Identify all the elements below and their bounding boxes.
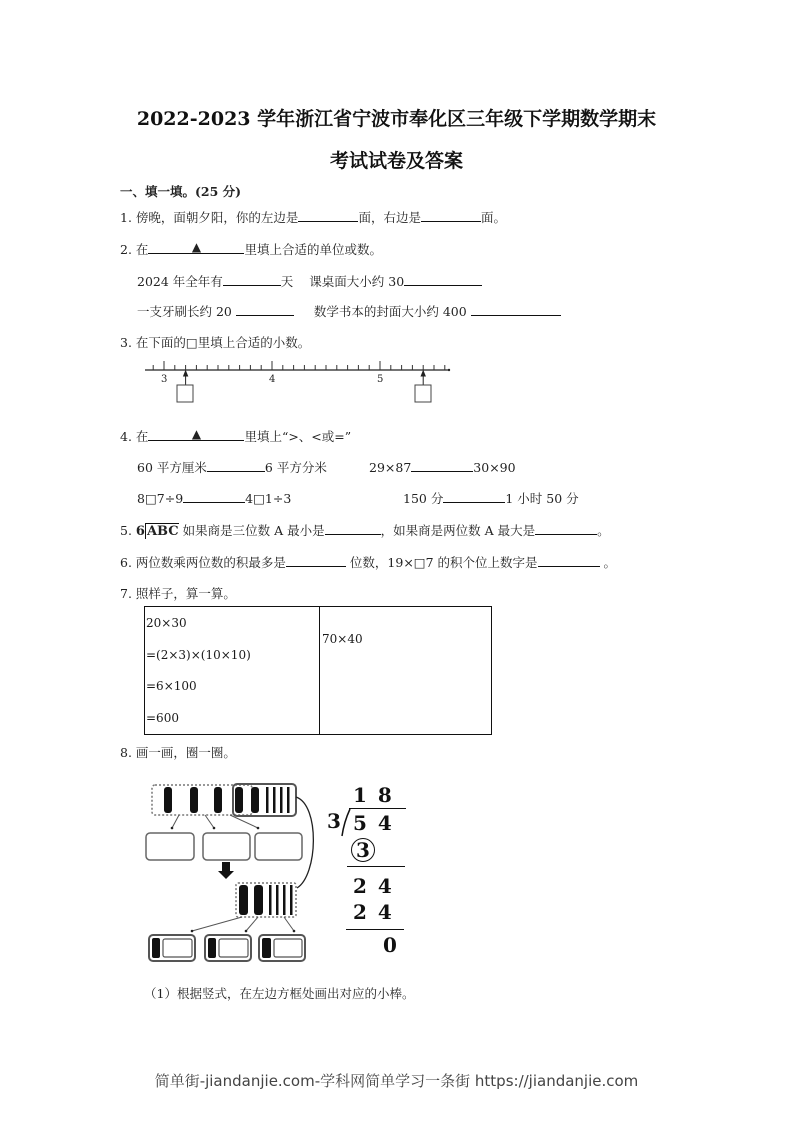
answer-blank[interactable] — [535, 521, 597, 535]
bottom-group — [259, 935, 305, 961]
answer-box — [415, 385, 431, 402]
question-number: 8. — [120, 745, 132, 760]
answer-cell[interactable] — [320, 607, 492, 735]
bottom-group — [149, 935, 195, 961]
question-text: 面。 — [480, 210, 506, 225]
answer-blank[interactable] — [325, 521, 381, 535]
question-text: 如果商是三位数 A 最小是 — [182, 523, 325, 538]
question-7 — [120, 584, 236, 602]
example-line: 20×30 — [146, 616, 187, 630]
document-title-line1: 2022-2023 学年浙江省宁波市奉化区三年级下学期数学期末 — [136, 108, 657, 130]
step-value: 2 4 — [353, 900, 394, 924]
answer-blank[interactable] — [183, 489, 245, 503]
instruction-blank — [148, 240, 244, 254]
answer-blank[interactable] — [471, 302, 561, 316]
question-number: 3. — [120, 335, 132, 350]
empty-box — [255, 833, 302, 860]
item-text: 60 平方厘米 — [137, 460, 207, 475]
circled-step: 3 — [351, 838, 375, 862]
dividend: 5 4 — [353, 811, 394, 835]
item-text: 29×87 — [369, 460, 412, 475]
question-number: 1. — [120, 210, 132, 225]
long-division — [320, 780, 410, 965]
example-cell — [145, 607, 320, 735]
question-3 — [120, 333, 310, 351]
task-expression: 70×40 — [322, 632, 363, 646]
question-number: 5. — [120, 523, 132, 538]
question-text: 在下面的□里填上合适的小数。 — [135, 335, 311, 350]
document-title-line2: 考试试卷及答案 — [329, 150, 463, 172]
question-text: 傍晚，面朝夕阳，你的左边是 — [135, 210, 299, 225]
item-text: 数学书本的封面大小约 400 — [313, 304, 467, 319]
empty-box — [146, 833, 194, 860]
item-text: 6 平方分米 — [264, 460, 327, 475]
section-heading: 一、填一填。(25 分) — [120, 184, 242, 199]
item-text: 30×90 — [473, 460, 516, 475]
item-text: 2024 年全年有 — [137, 274, 223, 289]
item-text: 4□1÷3 — [245, 491, 292, 506]
instruction-blank — [148, 427, 244, 441]
answer-blank[interactable] — [411, 458, 473, 472]
question-4-item-4 — [403, 489, 579, 507]
quotient: 1 8 — [353, 783, 394, 807]
answer-blank[interactable] — [538, 553, 600, 567]
example-line: =6×100 — [146, 679, 197, 693]
question-2-row-1 — [137, 272, 482, 290]
calculation-table — [144, 606, 492, 735]
example-line: =600 — [146, 711, 179, 725]
answer-blank[interactable] — [443, 489, 505, 503]
remainder: 0 — [383, 933, 397, 957]
answer-blank[interactable] — [236, 302, 294, 316]
division-bracket — [340, 808, 352, 838]
footer-watermark: 简单街-jiandanjie.com-学科网简单学习一条街 https://jiandanjie.com — [154, 1072, 639, 1090]
question-4-item-3 — [137, 489, 291, 506]
question-1 — [120, 208, 506, 226]
answer-blank[interactable] — [404, 272, 482, 286]
tick-label: 5 — [377, 374, 384, 385]
number-line — [140, 355, 460, 410]
question-4-item-1 — [137, 458, 327, 476]
item-text: 8□7÷9 — [137, 491, 184, 506]
triangle-icon: ▲ — [191, 240, 202, 254]
step-value: 2 4 — [353, 874, 394, 898]
item-text: 一支牙刷长约 20 — [137, 304, 232, 319]
question-text: 两位数乘两位数的积最多是 — [135, 555, 286, 570]
bottom-group — [205, 935, 251, 961]
question-2-row-2 — [137, 302, 561, 320]
question-6 — [120, 553, 616, 571]
question-text: 画一画，圈一圈。 — [135, 745, 236, 760]
question-text: ，如果商是两位数 A 最大是 — [380, 523, 536, 538]
question-8 — [120, 743, 236, 761]
question-number: 6. — [120, 555, 132, 570]
dividend: ABC — [146, 524, 179, 539]
item-text: 150 分 — [403, 491, 444, 506]
divisor: 6 — [135, 524, 145, 539]
sticks-diagram — [140, 775, 320, 965]
question-text: 位数，19×□7 的积个位上数字是 — [349, 555, 538, 570]
question-text: 照样子，算一算。 — [135, 586, 236, 601]
example-line: =(2×3)×(10×10) — [146, 648, 251, 662]
question-number: 4. — [120, 429, 132, 444]
question-text: 面，右边是 — [358, 210, 421, 225]
question-text: 。 — [603, 555, 617, 570]
question-text: 。 — [597, 523, 610, 538]
question-text: 里填上“>、<或=” — [244, 429, 352, 444]
tick-label: 4 — [269, 374, 276, 385]
answer-blank[interactable] — [286, 553, 346, 567]
answer-blank[interactable] — [223, 272, 281, 286]
triangle-icon: ▲ — [191, 427, 202, 441]
question-8-sub1: （1）根据竖式，在左边方框处画出对应的小棒。 — [144, 986, 415, 1001]
question-2 — [120, 240, 382, 258]
item-text: 天 — [280, 274, 294, 289]
question-4 — [120, 427, 351, 445]
division-expression — [136, 523, 179, 539]
down-arrow-icon — [218, 862, 234, 879]
question-text: 里填上合适的单位或数。 — [244, 242, 382, 257]
answer-blank[interactable] — [298, 208, 358, 222]
question-4-item-2 — [369, 458, 516, 475]
question-5 — [120, 521, 610, 539]
item-text: 1 小时 50 分 — [505, 491, 579, 506]
tick-label: 3 — [161, 374, 168, 385]
question-number: 7. — [120, 586, 132, 601]
answer-blank[interactable] — [207, 458, 265, 472]
answer-blank[interactable] — [421, 208, 481, 222]
question-number: 2. — [120, 242, 132, 257]
question-text: 在 — [135, 429, 149, 444]
answer-box — [177, 385, 193, 402]
item-text: 课桌面大小约 30 — [309, 274, 405, 289]
question-text: 在 — [135, 242, 149, 257]
empty-box — [203, 833, 250, 860]
divisor: 3 — [327, 809, 341, 833]
